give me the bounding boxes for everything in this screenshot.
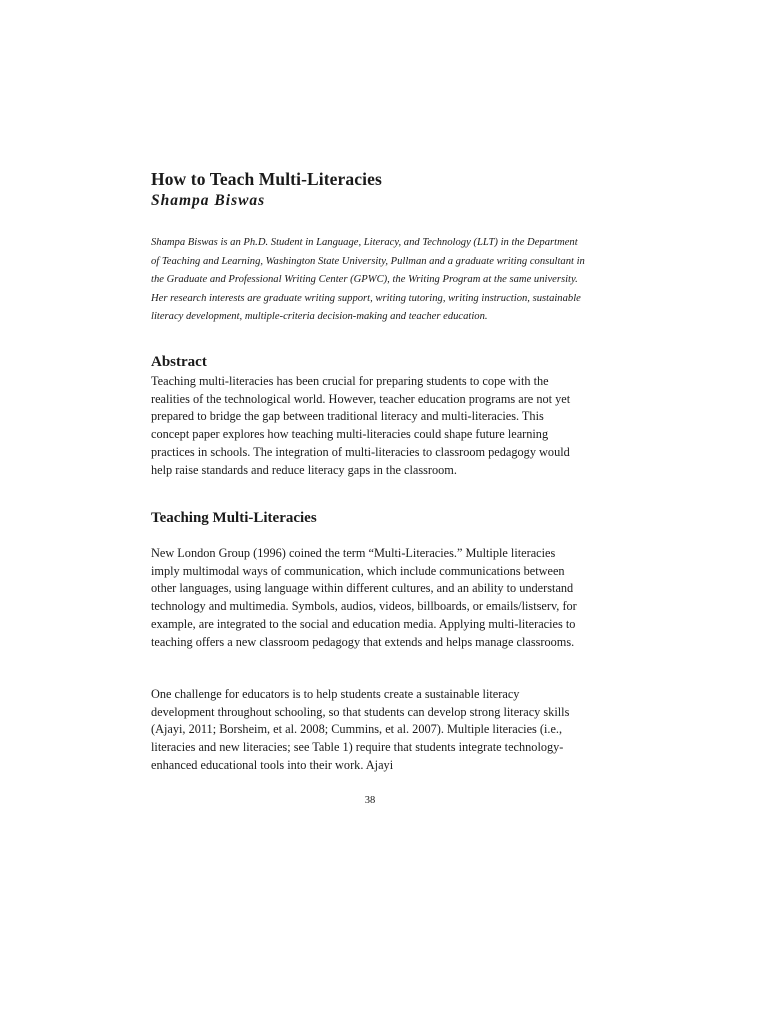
author-bio: Shampa Biswas is an Ph.D. Student in Language, Literacy, and Technology (LLT) in the Department of Teaching and Learning, Washington State University, Pullman and a graduate writing consultant in the Graduate and Professional Writing Center (GPWC), the Writing Program at the same university. Her research interests are graduate writing support, writing tutoring, writing instruction, sustainable literacy development, multiple-criteria decision-making and teacher education.: [151, 237, 585, 323]
body-paragraph-2: One challenge for educators is to help students create a sustainable literacy development throughout schooling, so that students can develop strong literacy skills (Ajayi, 2011; Borsheim, et al. 2008; Cummins, et al. 2007). Multiple literacies (i.e., literacies and new literacies; see Table 1) require that students integrate technology-enhanced educational tools into their work. Ajayi: [151, 687, 570, 772]
section-heading: Teaching Multi-Literacies: [151, 510, 317, 526]
article-title: How to Teach Multi-Literacies: [151, 169, 382, 189]
body-paragraph-1: New London Group (1996) coined the term “Multi-Literacies.” Multiple literacies imply multimodal ways of communication, which include communications between other languages, using language within different cultures, and an ability to understand technology and multimedia. Symbols, audios, videos, billboards, or emails/listserv, for example, are integrated to the social and education media. Applying multi-literacies to teaching offers a new classroom pedagogy that extends and helps manage classrooms.: [151, 546, 577, 649]
abstract-heading: Abstract: [151, 354, 207, 370]
abstract-body: Teaching multi-literacies has been crucial for preparing students to cope with the realities of the technological world. However, teacher education programs are not yet prepared to bridge the gap between traditional literacy and multi-literacies. This concept paper explores how teaching multi-literacies could shape future learning practices in schools. The integration of multi-literacies to classroom pedagogy would help raise standards and reduce literacy gaps in the classroom.: [151, 374, 571, 477]
page-number: 38: [364, 795, 376, 806]
article-author: Shampa Biswas: [151, 192, 266, 209]
